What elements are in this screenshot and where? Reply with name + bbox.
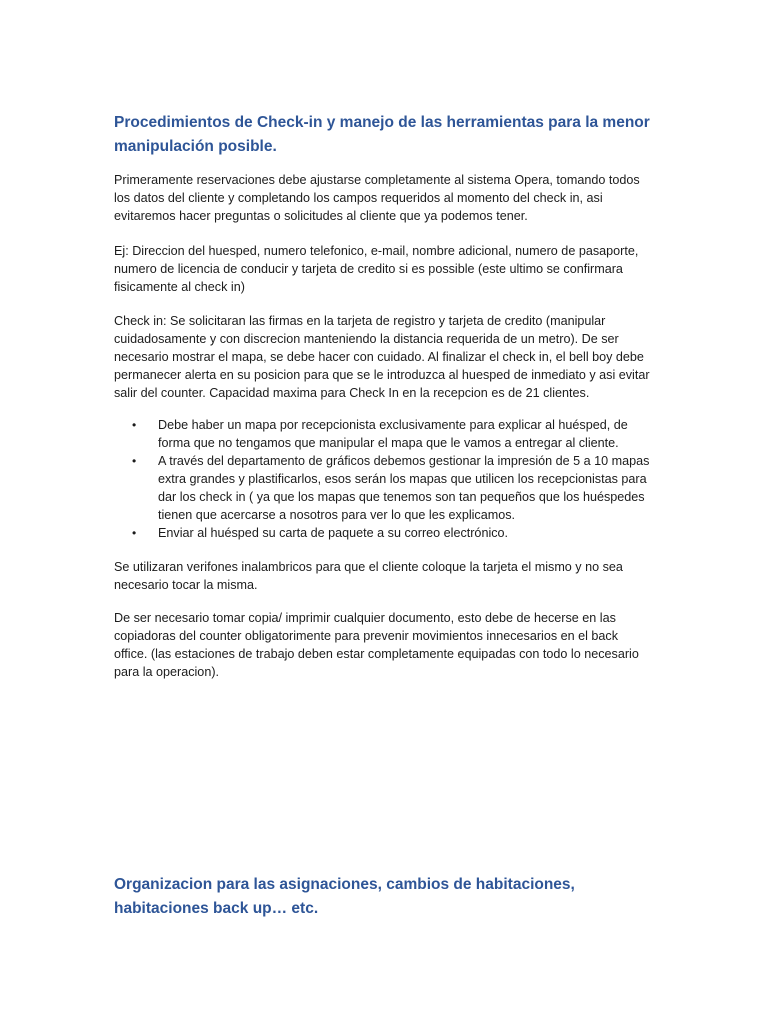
bullet-list [114,416,654,542]
paragraph-copias: De ser necesario tomar copia/ imprimir cualquier documento, esto debe de hecerse en las copiadoras del counter obligatorimente para prevenir movimientos innecesarios en el back office. (las estaciones de trabajo deben estar completamente equipadas con todo lo necesario para la operacion). [114,611,639,679]
paragraph-check-in: Check in: Se solicitaran las firmas en la tarjeta de registro y tarjeta de credito (manipular cuidadosamente y con discrecion manteniendo la distancia requerida de un metro). De ser necesario mostrar el mapa, se debe hacer con cuidado. Al finalizar el check in, el bell boy debe permanecer alerta en su posicion para que se le introduzca al huesped de inmediato y asi evitar salir del counter. Capacidad maxima para Check In en la recepcion es de 21 clientes. [114,314,650,400]
list-item [114,452,654,524]
bullet-text: Enviar al huésped su carta de paquete a su correo electrónico. [158,526,509,540]
bullet-icon: • [132,454,137,468]
list-item [114,524,654,542]
bullet-icon: • [132,418,137,432]
paragraph-ejemplo-datos: Ej: Direccion del huesped, numero telefonico, e-mail, nombre adicional, numero de pasaporte, numero de licencia de conducir y tarjeta de credito si es possible (este ultimo se confirmara fisicamente al check in) [114,244,639,294]
bullet-text: Debe haber un mapa por recepcionista exclusivamente para explicar al huésped, de forma que no tengamos que manipular el mapa que le vamos a entregar al cliente. [158,418,628,450]
section-heading-check-in: Procedimientos de Check-in y manejo de las herramientas para la menor manipulación posible. [114,114,650,155]
section-heading-organizacion: Organizacion para las asignaciones, cambios de habitaciones, habitaciones back up… etc. [114,876,575,917]
bullet-text: A través del departamento de gráficos debemos gestionar la impresión de 5 a 10 mapas extra grandes y plastificarlos, esos serán los mapas que utilicen los recepcionistas para dar los check in ( ya que los mapas que tenemos son tan pequeños que los huéspedes tienen que acercarse a nosotros para ver lo que les explicamos. [158,454,650,522]
paragraph-reservaciones: Primeramente reservaciones debe ajustarse completamente al sistema Opera, tomando todos los datos del cliente y completando los campos requeridos al momento del check in, asi evitaremos hacer preguntas o solicitudes al cliente que ya podemos tener. [114,173,640,223]
bullet-icon: • [132,526,137,540]
list-item [114,416,654,452]
paragraph-verifones: Se utilizaran verifones inalambricos para que el cliente coloque la tarjeta el mismo y no sea necesario tocar la misma. [114,560,623,592]
